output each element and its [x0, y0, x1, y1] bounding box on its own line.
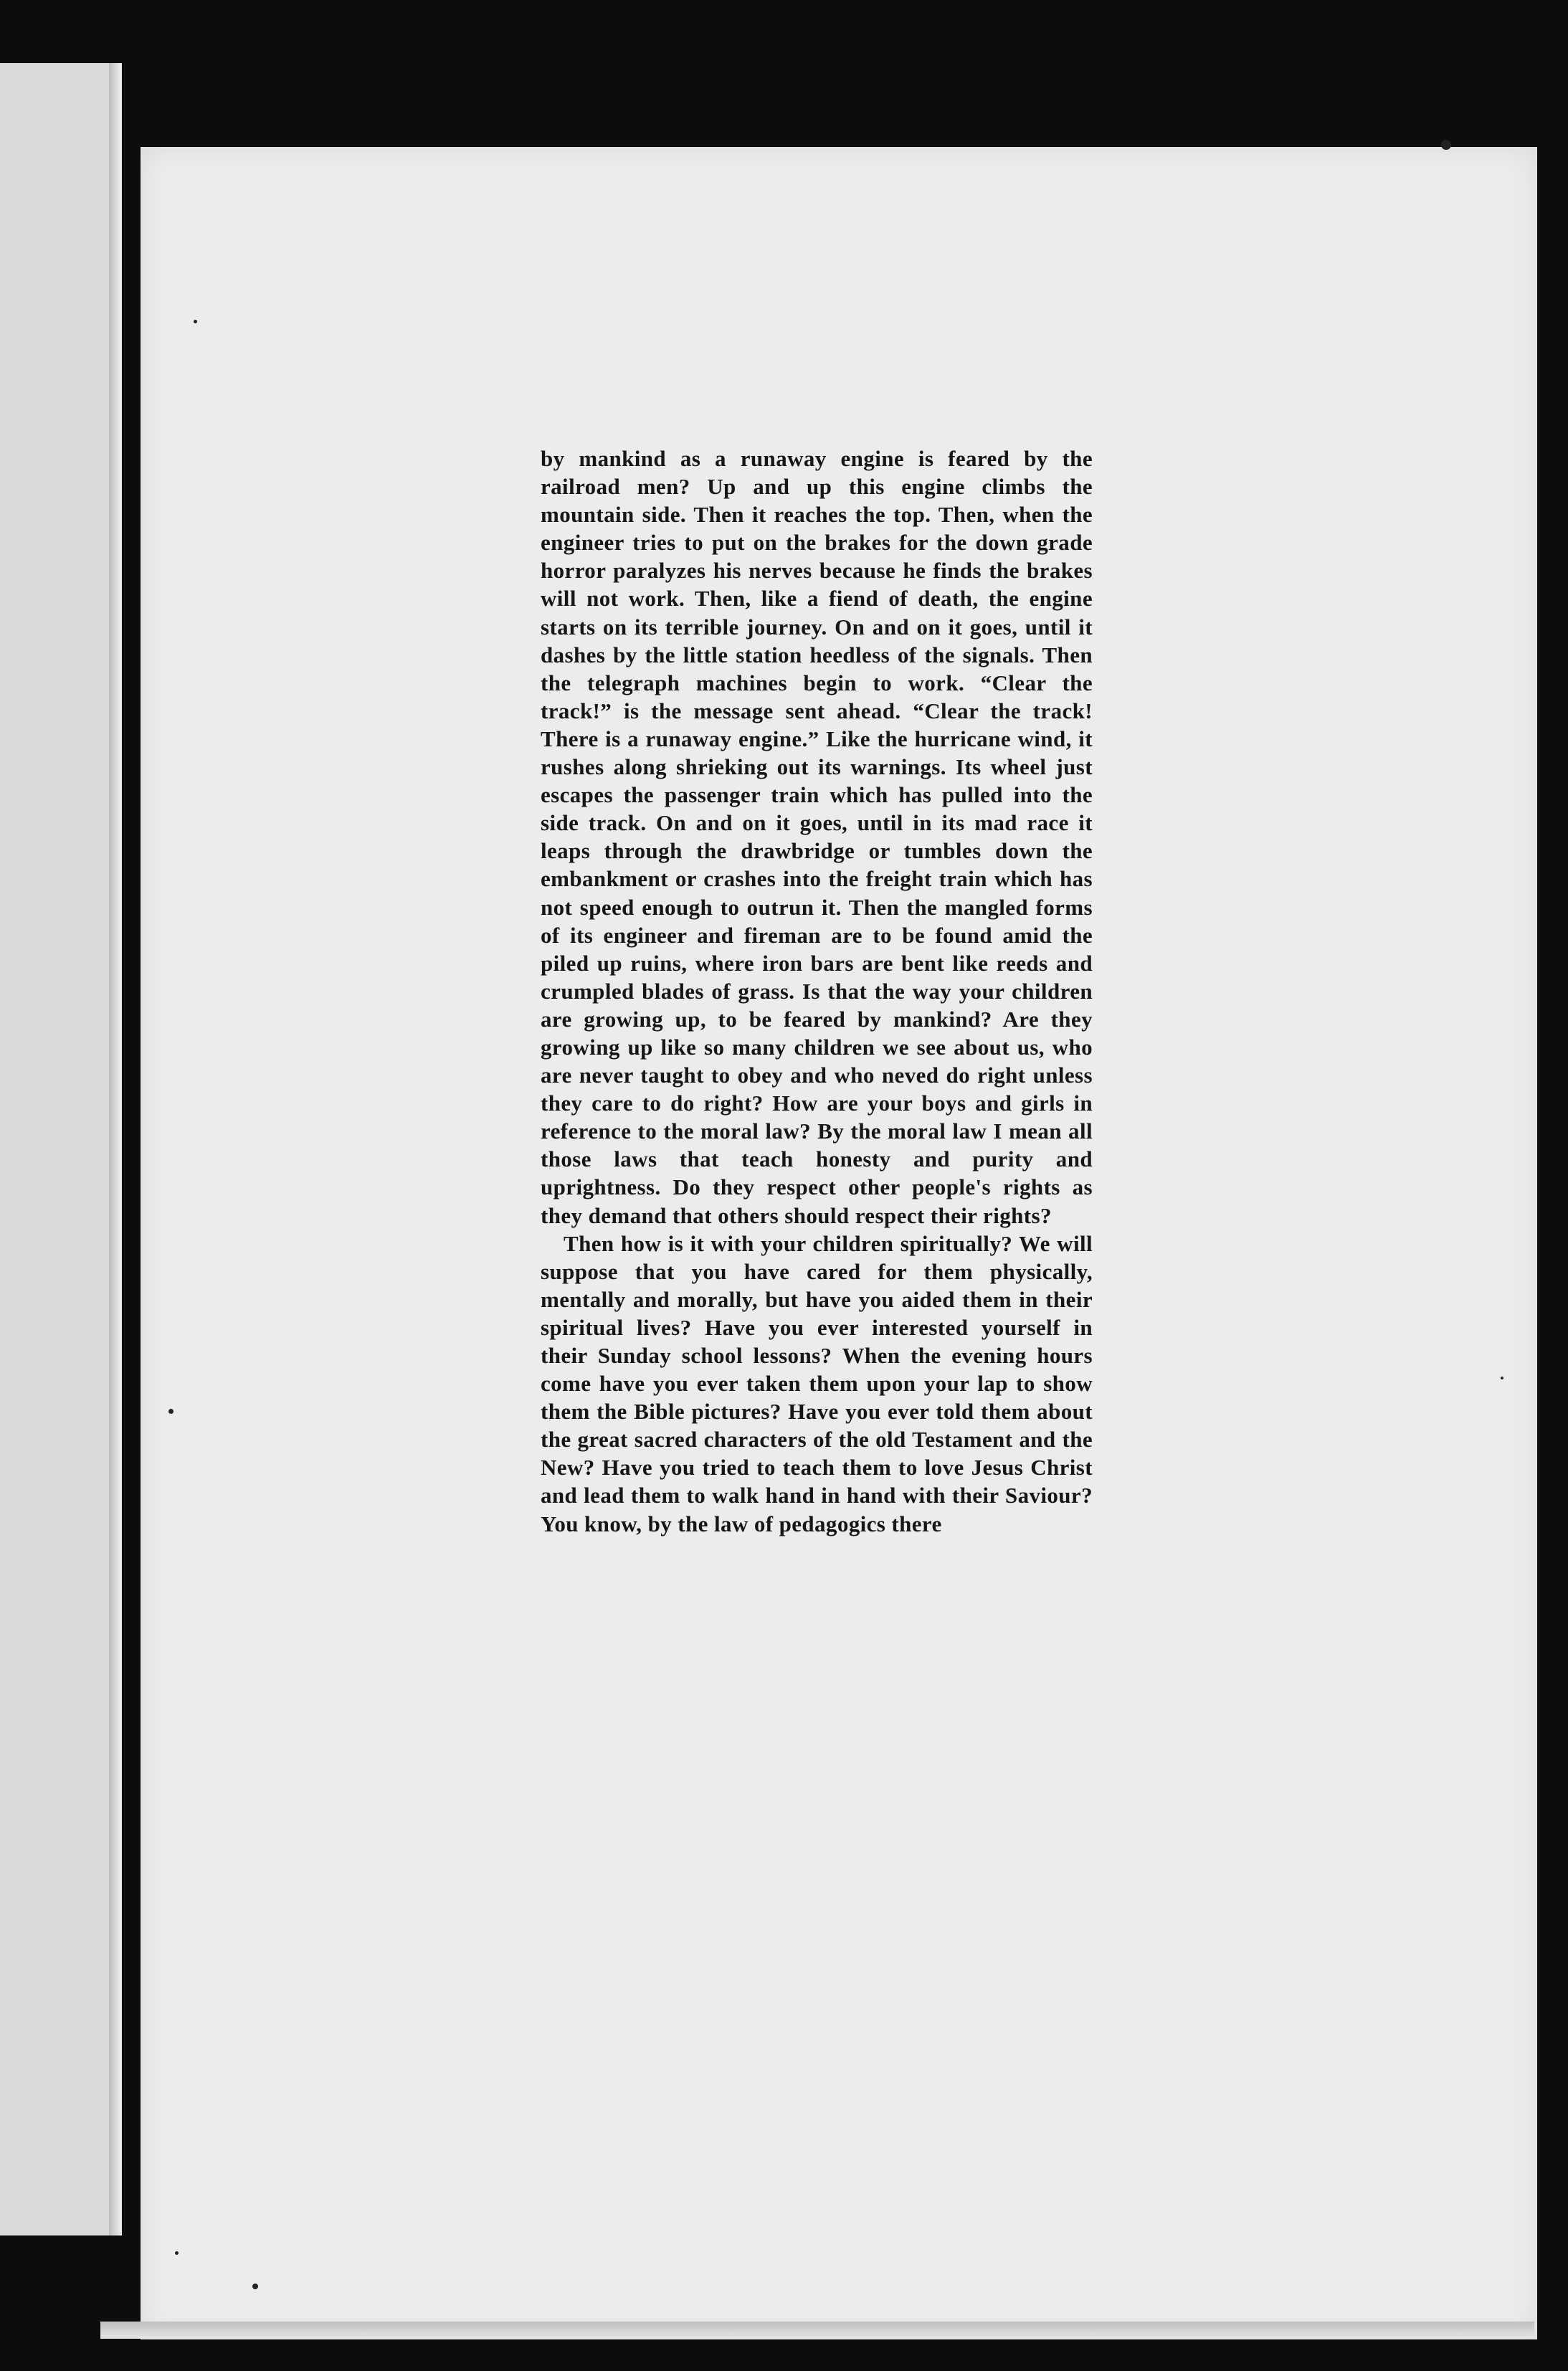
- paragraph: Then how is it with your children spiritually? We will suppose that you have cared for them physically, mentally and morally, but have you aided them in their spiritual lives? Have you ever interested yourself in their Sunday school lessons? When the evening hours come have you ever taken them upon your lap to show them the Bible pictures? Have you ever told them about the great sacred characters of the old Testament and the New? Have you tried to teach them to love Jesus Christ and lead them to walk hand in hand with their Saviour? You know, by the law of pedagogics there: [541, 1230, 1093, 1536]
- adjacent-page-shadow: [109, 63, 122, 2235]
- scan-speck: [252, 2284, 258, 2289]
- scan-speck: [1441, 140, 1451, 150]
- scan-speck: [175, 2251, 179, 2255]
- scan-speck: [1501, 1377, 1503, 1379]
- paragraph: by mankind as a runaway engine is feared by the railroad men? Up and up this engine climbs the mountain side. Then it reaches the top. Then, when the engineer tries to put on the brakes for the down grade horror paralyzes his nerves because he finds the brakes will not work. Then, like a fiend of death, the engine starts on its terrible journey. On and on it goes, until it dashes by the little station heedless of the signals. Then the telegraph machines begin to work. “Clear the track!” is the message sent ahead. “Clear the track! There is a runaway engine.” Like the hurricane wind, it rushes along shrieking out its warnings. Its wheel just escapes the passenger train which has pulled into the side track. On and on it goes, until in its mad race it leaps through the drawbridge or tumbles down the embankment or crashes into the freight train which has not speed enough to outrun it. Then the mangled forms of its engineer and fireman are to be found amid the piled up ruins, where iron bars are bent like reeds and crumpled blades of grass. Is that the way your children are growing up, to be feared by mankind? Are they growing up like so many children we see about us, who are never taught to obey and who neved do right unless they care to do right? How are your boys and girls in reference to the moral law? By the moral law I mean all those laws that teach honesty and purity and uprightness. Do they respect other people's rights as they demand that others should respect their rights?: [541, 446, 1093, 1228]
- body-text: [541, 445, 1093, 1538]
- scan-speck: [194, 320, 197, 323]
- adjacent-page-edge: [0, 63, 117, 2235]
- scan-speck: [168, 1409, 174, 1414]
- page-bottom-edge: [100, 2322, 1534, 2339]
